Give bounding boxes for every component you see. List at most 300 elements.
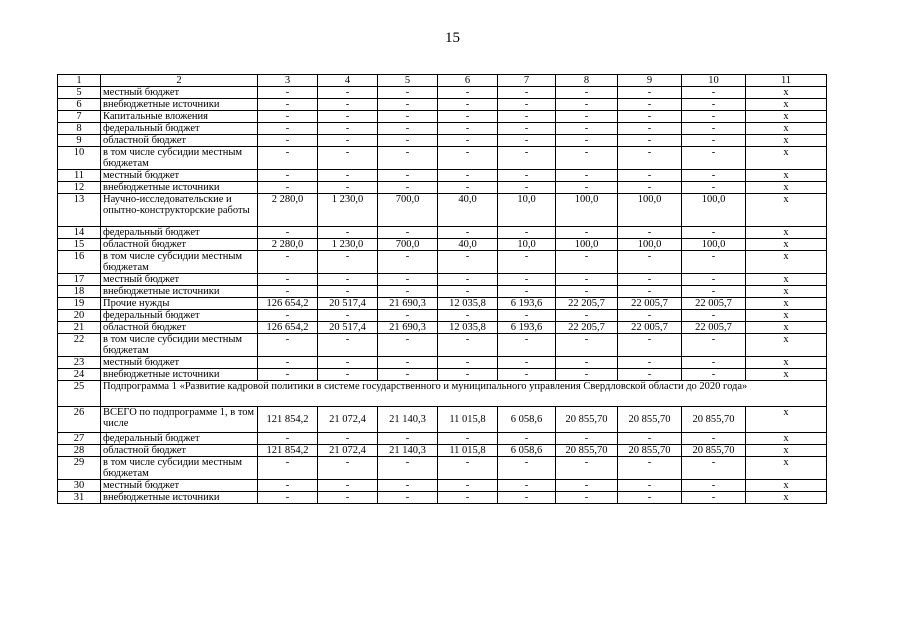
table-row — [58, 194, 827, 227]
value-cell: - — [682, 135, 746, 147]
value-cell: 2 280,0 — [258, 239, 318, 251]
value-cell: - — [556, 369, 618, 381]
row-label: в том числе субсидии местным бюджетам — [101, 334, 258, 357]
row-number: 8 — [58, 123, 101, 135]
table-row — [58, 322, 827, 334]
value-cell: 6 058,6 — [498, 407, 556, 433]
value-cell: - — [682, 274, 746, 286]
value-cell: - — [682, 251, 746, 274]
value-cell: 10,0 — [498, 239, 556, 251]
value-cell: - — [556, 433, 618, 445]
value-cell: - — [378, 433, 438, 445]
value-cell: 22 005,7 — [682, 298, 746, 310]
value-cell: 126 654,2 — [258, 322, 318, 334]
value-cell: - — [556, 170, 618, 182]
value-cell: - — [438, 182, 498, 194]
marker-cell: x — [746, 239, 827, 251]
row-number: 23 — [58, 357, 101, 369]
value-cell: 6 193,6 — [498, 298, 556, 310]
value-cell: - — [682, 87, 746, 99]
value-cell: - — [618, 227, 682, 239]
row-label: местный бюджет — [101, 274, 258, 286]
row-number: 5 — [58, 87, 101, 99]
marker-cell: x — [746, 182, 827, 194]
value-cell: 22 205,7 — [556, 322, 618, 334]
table-row — [58, 492, 827, 504]
row-number: 11 — [58, 170, 101, 182]
table-row — [58, 357, 827, 369]
table-row — [58, 182, 827, 194]
marker-cell: x — [746, 369, 827, 381]
row-number: 15 — [58, 239, 101, 251]
row-label: Научно-исследовательские и опытно-конструкторские работы — [101, 194, 258, 227]
marker-cell: x — [746, 457, 827, 480]
value-cell: - — [438, 87, 498, 99]
budget-table — [57, 74, 827, 504]
row-label: в том числе субсидии местным бюджетам — [101, 457, 258, 480]
value-cell: - — [318, 433, 378, 445]
row-label: федеральный бюджет — [101, 310, 258, 322]
row-label: Капитальные вложения — [101, 111, 258, 123]
table-row — [58, 274, 827, 286]
value-cell: - — [556, 111, 618, 123]
row-label: внебюджетные источники — [101, 492, 258, 504]
row-number: 18 — [58, 286, 101, 298]
row-label: внебюджетные источники — [101, 286, 258, 298]
row-number: 6 — [58, 99, 101, 111]
value-cell: 20 855,70 — [682, 407, 746, 433]
value-cell: - — [682, 369, 746, 381]
column-header: 4 — [318, 75, 378, 87]
page-number: 15 — [445, 30, 460, 46]
value-cell: - — [318, 457, 378, 480]
row-label: федеральный бюджет — [101, 227, 258, 239]
value-cell: - — [378, 147, 438, 170]
value-cell: 100,0 — [682, 194, 746, 227]
value-cell: - — [498, 111, 556, 123]
value-cell: - — [438, 99, 498, 111]
value-cell: - — [618, 170, 682, 182]
value-cell: - — [438, 227, 498, 239]
value-cell: - — [438, 334, 498, 357]
value-cell: 100,0 — [556, 239, 618, 251]
row-number: 21 — [58, 322, 101, 334]
value-cell: - — [318, 99, 378, 111]
value-cell: - — [258, 182, 318, 194]
column-header: 10 — [682, 75, 746, 87]
row-number: 7 — [58, 111, 101, 123]
value-cell: - — [498, 457, 556, 480]
column-header: 6 — [438, 75, 498, 87]
row-label: федеральный бюджет — [101, 123, 258, 135]
row-number: 26 — [58, 407, 101, 433]
value-cell: 20 855,70 — [618, 407, 682, 433]
value-cell: - — [258, 135, 318, 147]
value-cell: - — [556, 147, 618, 170]
value-cell: - — [682, 286, 746, 298]
value-cell: 20 517,4 — [318, 298, 378, 310]
value-cell: - — [318, 357, 378, 369]
value-cell: 20 517,4 — [318, 322, 378, 334]
value-cell: 1 230,0 — [318, 239, 378, 251]
row-label: местный бюджет — [101, 170, 258, 182]
value-cell: - — [258, 433, 318, 445]
value-cell: - — [682, 170, 746, 182]
value-cell: - — [618, 480, 682, 492]
value-cell: 20 855,70 — [556, 445, 618, 457]
value-cell: 6 058,6 — [498, 445, 556, 457]
value-cell: - — [318, 480, 378, 492]
value-cell: - — [556, 123, 618, 135]
row-number: 16 — [58, 251, 101, 274]
value-cell: - — [378, 170, 438, 182]
value-cell: - — [378, 369, 438, 381]
value-cell: - — [258, 457, 318, 480]
row-label: внебюджетные источники — [101, 369, 258, 381]
value-cell: - — [258, 170, 318, 182]
value-cell: - — [618, 251, 682, 274]
row-label: областной бюджет — [101, 135, 258, 147]
value-cell: - — [498, 334, 556, 357]
value-cell: - — [498, 227, 556, 239]
column-header: 11 — [746, 75, 827, 87]
value-cell: - — [438, 170, 498, 182]
value-cell: - — [318, 310, 378, 322]
value-cell: 1 230,0 — [318, 194, 378, 227]
value-cell: - — [556, 334, 618, 357]
value-cell: 2 280,0 — [258, 194, 318, 227]
value-cell: - — [618, 99, 682, 111]
value-cell: 10,0 — [498, 194, 556, 227]
value-cell: - — [618, 286, 682, 298]
table-row — [58, 227, 827, 239]
value-cell: - — [682, 457, 746, 480]
marker-cell: x — [746, 310, 827, 322]
value-cell: 22 205,7 — [556, 298, 618, 310]
marker-cell: x — [746, 274, 827, 286]
value-cell: - — [258, 492, 318, 504]
row-label: в том числе субсидии местным бюджетам — [101, 251, 258, 274]
row-label: внебюджетные источники — [101, 99, 258, 111]
value-cell: - — [258, 286, 318, 298]
row-label: федеральный бюджет — [101, 433, 258, 445]
marker-cell: x — [746, 147, 827, 170]
value-cell: - — [318, 182, 378, 194]
value-cell: - — [378, 286, 438, 298]
value-cell: - — [556, 182, 618, 194]
row-number: 12 — [58, 182, 101, 194]
table-row — [58, 286, 827, 298]
value-cell: - — [258, 111, 318, 123]
value-cell: - — [438, 357, 498, 369]
row-label: местный бюджет — [101, 480, 258, 492]
value-cell: 21 690,3 — [378, 298, 438, 310]
value-cell: - — [682, 182, 746, 194]
column-header: 3 — [258, 75, 318, 87]
value-cell: 21 140,3 — [378, 445, 438, 457]
value-cell: - — [618, 457, 682, 480]
value-cell: - — [498, 135, 556, 147]
value-cell: - — [556, 227, 618, 239]
value-cell: - — [498, 182, 556, 194]
value-cell: - — [498, 492, 556, 504]
row-number: 13 — [58, 194, 101, 227]
row-number: 19 — [58, 298, 101, 310]
table-row — [58, 111, 827, 123]
row-number: 14 — [58, 227, 101, 239]
value-cell: 700,0 — [378, 194, 438, 227]
value-cell: - — [438, 492, 498, 504]
value-cell: - — [498, 369, 556, 381]
value-cell: - — [438, 433, 498, 445]
value-cell: - — [378, 310, 438, 322]
row-label: Прочие нужды — [101, 298, 258, 310]
value-cell: - — [258, 87, 318, 99]
row-number: 25 — [58, 381, 101, 407]
value-cell: - — [318, 87, 378, 99]
table-row — [58, 381, 827, 407]
value-cell: - — [618, 310, 682, 322]
column-header: 2 — [101, 75, 258, 87]
value-cell: - — [682, 480, 746, 492]
value-cell: - — [498, 251, 556, 274]
value-cell: - — [378, 334, 438, 357]
table-row — [58, 87, 827, 99]
row-label: в том числе субсидии местным бюджетам — [101, 147, 258, 170]
value-cell: - — [378, 457, 438, 480]
value-cell: 100,0 — [556, 194, 618, 227]
value-cell: 22 005,7 — [618, 322, 682, 334]
value-cell: - — [438, 480, 498, 492]
row-label: областной бюджет — [101, 445, 258, 457]
table-row — [58, 99, 827, 111]
value-cell: - — [556, 492, 618, 504]
table-row — [58, 310, 827, 322]
value-cell: - — [556, 251, 618, 274]
table-row — [58, 123, 827, 135]
row-label: местный бюджет — [101, 87, 258, 99]
value-cell: - — [556, 480, 618, 492]
column-header: 7 — [498, 75, 556, 87]
value-cell: - — [498, 170, 556, 182]
marker-cell: x — [746, 135, 827, 147]
value-cell: - — [556, 457, 618, 480]
value-cell: - — [378, 251, 438, 274]
value-cell: - — [618, 274, 682, 286]
value-cell: 12 035,8 — [438, 322, 498, 334]
marker-cell: x — [746, 99, 827, 111]
value-cell: - — [438, 310, 498, 322]
value-cell: - — [498, 147, 556, 170]
value-cell: - — [438, 123, 498, 135]
table-body — [58, 75, 827, 504]
value-cell: - — [258, 274, 318, 286]
value-cell: 21 072,4 — [318, 445, 378, 457]
value-cell: - — [618, 135, 682, 147]
value-cell: - — [438, 286, 498, 298]
value-cell: - — [438, 135, 498, 147]
value-cell: - — [682, 357, 746, 369]
value-cell: - — [498, 99, 556, 111]
table-row — [58, 251, 827, 274]
value-cell: - — [378, 480, 438, 492]
value-cell: - — [258, 357, 318, 369]
value-cell: - — [438, 369, 498, 381]
column-header: 9 — [618, 75, 682, 87]
value-cell: - — [318, 251, 378, 274]
table-row — [58, 170, 827, 182]
value-cell: - — [556, 357, 618, 369]
marker-cell: x — [746, 87, 827, 99]
value-cell: - — [318, 111, 378, 123]
marker-cell: x — [746, 480, 827, 492]
value-cell: - — [378, 357, 438, 369]
value-cell: 21 140,3 — [378, 407, 438, 433]
row-number: 17 — [58, 274, 101, 286]
row-number: 20 — [58, 310, 101, 322]
value-cell: 11 015,8 — [438, 407, 498, 433]
value-cell: - — [318, 492, 378, 504]
row-label: областной бюджет — [101, 322, 258, 334]
value-cell: - — [556, 274, 618, 286]
value-cell: 100,0 — [618, 239, 682, 251]
value-cell: 20 855,70 — [682, 445, 746, 457]
value-cell: - — [498, 286, 556, 298]
value-cell: 700,0 — [378, 239, 438, 251]
table-row — [58, 480, 827, 492]
value-cell: - — [618, 334, 682, 357]
table-row — [58, 239, 827, 251]
marker-cell: x — [746, 492, 827, 504]
value-cell: - — [618, 369, 682, 381]
value-cell: - — [378, 274, 438, 286]
value-cell: - — [378, 182, 438, 194]
table-row — [58, 147, 827, 170]
value-cell: - — [378, 123, 438, 135]
value-cell: - — [318, 135, 378, 147]
marker-cell: x — [746, 433, 827, 445]
value-cell: - — [682, 99, 746, 111]
value-cell: - — [498, 480, 556, 492]
value-cell: - — [378, 492, 438, 504]
value-cell: - — [682, 147, 746, 170]
value-cell: 22 005,7 — [682, 322, 746, 334]
table-row — [58, 433, 827, 445]
value-cell: - — [378, 135, 438, 147]
marker-cell: x — [746, 111, 827, 123]
value-cell: - — [258, 334, 318, 357]
value-cell: - — [556, 310, 618, 322]
value-cell: - — [318, 227, 378, 239]
value-cell: - — [682, 227, 746, 239]
column-header: 1 — [58, 75, 101, 87]
value-cell: 126 654,2 — [258, 298, 318, 310]
value-cell: - — [618, 433, 682, 445]
row-number: 28 — [58, 445, 101, 457]
table-row — [58, 407, 827, 433]
row-number: 29 — [58, 457, 101, 480]
value-cell: 20 855,70 — [618, 445, 682, 457]
value-cell: - — [682, 433, 746, 445]
marker-cell: x — [746, 170, 827, 182]
marker-cell: x — [746, 194, 827, 227]
table-row — [58, 445, 827, 457]
value-cell: - — [682, 334, 746, 357]
table-row — [58, 369, 827, 381]
value-cell: - — [682, 111, 746, 123]
value-cell: 40,0 — [438, 239, 498, 251]
value-cell: 121 854,2 — [258, 407, 318, 433]
value-cell: 6 193,6 — [498, 322, 556, 334]
value-cell: - — [556, 87, 618, 99]
value-cell: 40,0 — [438, 194, 498, 227]
marker-cell: x — [746, 251, 827, 274]
value-cell: 121 854,2 — [258, 445, 318, 457]
marker-cell: x — [746, 334, 827, 357]
value-cell: - — [438, 111, 498, 123]
value-cell: - — [498, 433, 556, 445]
table-row — [58, 457, 827, 480]
value-cell: - — [556, 99, 618, 111]
value-cell: - — [438, 147, 498, 170]
row-label: внебюджетные источники — [101, 182, 258, 194]
marker-cell: x — [746, 407, 827, 433]
row-label: ВСЕГО по подпрограмме 1, в том числе — [101, 407, 258, 433]
value-cell: - — [618, 87, 682, 99]
value-cell: - — [682, 123, 746, 135]
value-cell: - — [378, 111, 438, 123]
value-cell: 21 690,3 — [378, 322, 438, 334]
value-cell: - — [618, 357, 682, 369]
value-cell: - — [318, 147, 378, 170]
value-cell: - — [318, 369, 378, 381]
row-number: 31 — [58, 492, 101, 504]
value-cell: - — [498, 87, 556, 99]
value-cell: - — [498, 123, 556, 135]
row-number: 30 — [58, 480, 101, 492]
value-cell: 12 035,8 — [438, 298, 498, 310]
value-cell: - — [258, 310, 318, 322]
row-number: 24 — [58, 369, 101, 381]
marker-cell: x — [746, 445, 827, 457]
row-number: 10 — [58, 147, 101, 170]
column-header: 8 — [556, 75, 618, 87]
row-number: 27 — [58, 433, 101, 445]
value-cell: 20 855,70 — [556, 407, 618, 433]
value-cell: - — [318, 334, 378, 357]
value-cell: - — [258, 369, 318, 381]
value-cell: - — [498, 274, 556, 286]
column-header: 5 — [378, 75, 438, 87]
value-cell: - — [378, 99, 438, 111]
table-row — [58, 298, 827, 310]
value-cell: - — [438, 251, 498, 274]
value-cell: - — [378, 227, 438, 239]
row-number: 22 — [58, 334, 101, 357]
value-cell: - — [258, 147, 318, 170]
value-cell: - — [556, 135, 618, 147]
value-cell: - — [318, 286, 378, 298]
value-cell: - — [556, 286, 618, 298]
marker-cell: x — [746, 286, 827, 298]
table-row — [58, 135, 827, 147]
table-header-row — [58, 75, 827, 87]
value-cell: - — [318, 170, 378, 182]
value-cell: 21 072,4 — [318, 407, 378, 433]
value-cell: - — [618, 182, 682, 194]
marker-cell: x — [746, 357, 827, 369]
table-row — [58, 334, 827, 357]
